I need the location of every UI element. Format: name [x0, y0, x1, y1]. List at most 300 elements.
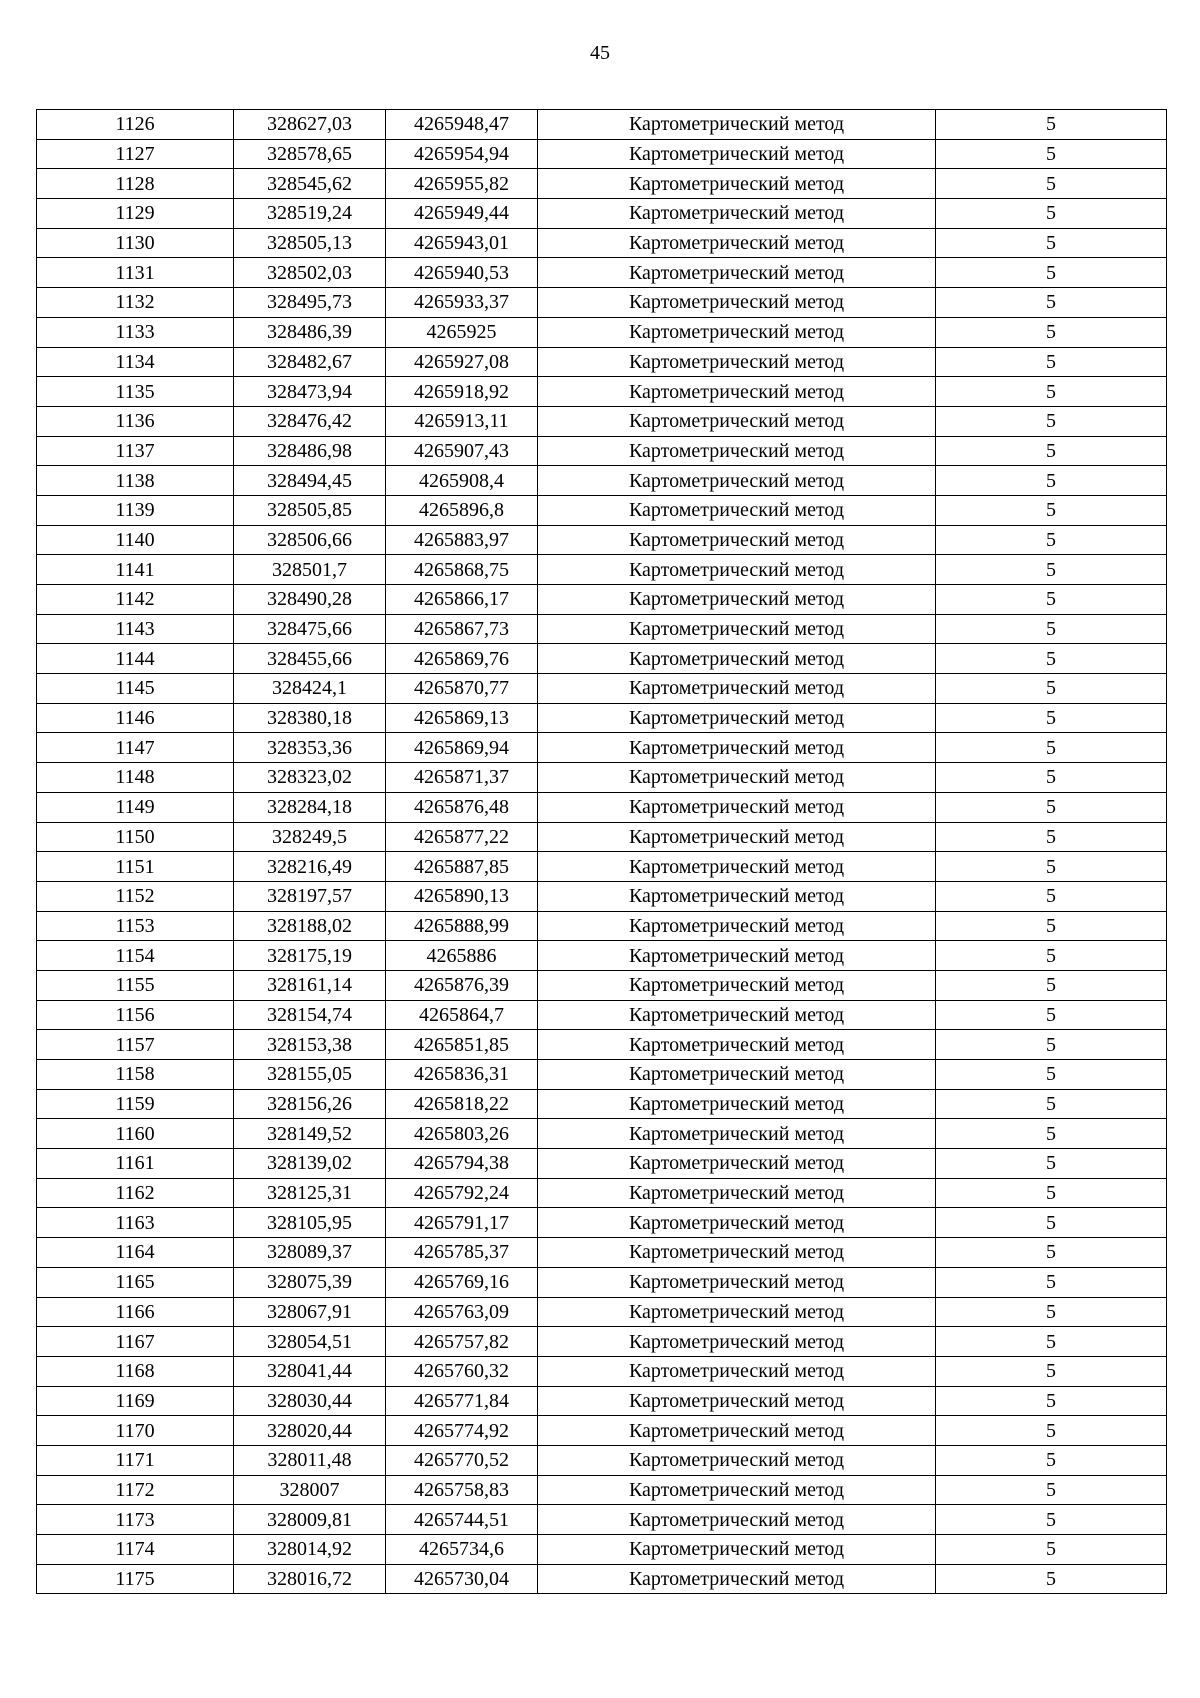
table-row	[37, 466, 1167, 496]
table-row	[37, 703, 1167, 733]
x-coordinate-cell: 328490,28	[234, 585, 386, 615]
point-number-cell: 1147	[37, 733, 234, 763]
point-number-cell: 1135	[37, 377, 234, 407]
x-coordinate-cell: 328380,18	[234, 703, 386, 733]
y-coordinate-cell: 4265818,22	[386, 1089, 538, 1119]
x-coordinate-cell: 328161,14	[234, 970, 386, 1000]
table-row	[37, 1119, 1167, 1149]
point-number-cell: 1134	[37, 347, 234, 377]
accuracy-cell: 5	[936, 941, 1167, 971]
accuracy-cell: 5	[936, 1445, 1167, 1475]
table-row	[37, 852, 1167, 882]
method-cell: Картометрический метод	[538, 1238, 936, 1268]
accuracy-cell: 5	[936, 1416, 1167, 1446]
y-coordinate-cell: 4265734,6	[386, 1535, 538, 1565]
method-cell: Картометрический метод	[538, 377, 936, 407]
y-coordinate-cell: 4265933,37	[386, 288, 538, 318]
x-coordinate-cell: 328501,7	[234, 555, 386, 585]
point-number-cell: 1131	[37, 258, 234, 288]
accuracy-cell: 5	[936, 1386, 1167, 1416]
method-cell: Картометрический метод	[538, 1089, 936, 1119]
x-coordinate-cell: 328494,45	[234, 466, 386, 496]
table-row	[37, 822, 1167, 852]
table-row	[37, 139, 1167, 169]
method-cell: Картометрический метод	[538, 1297, 936, 1327]
table-row	[37, 555, 1167, 585]
point-number-cell: 1172	[37, 1475, 234, 1505]
table-row	[37, 169, 1167, 199]
point-number-cell: 1136	[37, 406, 234, 436]
method-cell: Картометрический метод	[538, 763, 936, 793]
y-coordinate-cell: 4265770,52	[386, 1445, 538, 1475]
x-coordinate-cell: 328473,94	[234, 377, 386, 407]
point-number-cell: 1153	[37, 911, 234, 941]
x-coordinate-cell: 328020,44	[234, 1416, 386, 1446]
accuracy-cell: 5	[936, 852, 1167, 882]
method-cell: Картометрический метод	[538, 436, 936, 466]
method-cell: Картометрический метод	[538, 317, 936, 347]
y-coordinate-cell: 4265913,11	[386, 406, 538, 436]
accuracy-cell: 5	[936, 1000, 1167, 1030]
x-coordinate-cell: 328495,73	[234, 288, 386, 318]
point-number-cell: 1149	[37, 792, 234, 822]
y-coordinate-cell: 4265758,83	[386, 1475, 538, 1505]
accuracy-cell: 5	[936, 525, 1167, 555]
x-coordinate-cell: 328482,67	[234, 347, 386, 377]
accuracy-cell: 5	[936, 555, 1167, 585]
y-coordinate-cell: 4265867,73	[386, 614, 538, 644]
method-cell: Картометрический метод	[538, 228, 936, 258]
x-coordinate-cell: 328105,95	[234, 1208, 386, 1238]
x-coordinate-cell: 328455,66	[234, 644, 386, 674]
method-cell: Картометрический метод	[538, 585, 936, 615]
x-coordinate-cell: 328353,36	[234, 733, 386, 763]
y-coordinate-cell: 4265869,13	[386, 703, 538, 733]
point-number-cell: 1166	[37, 1297, 234, 1327]
x-coordinate-cell: 328284,18	[234, 792, 386, 822]
y-coordinate-cell: 4265866,17	[386, 585, 538, 615]
y-coordinate-cell: 4265883,97	[386, 525, 538, 555]
point-number-cell: 1151	[37, 852, 234, 882]
table-row	[37, 317, 1167, 347]
point-number-cell: 1141	[37, 555, 234, 585]
x-coordinate-cell: 328154,74	[234, 1000, 386, 1030]
y-coordinate-cell: 4265907,43	[386, 436, 538, 466]
method-cell: Картометрический метод	[538, 466, 936, 496]
x-coordinate-cell: 328067,91	[234, 1297, 386, 1327]
y-coordinate-cell: 4265870,77	[386, 674, 538, 704]
accuracy-cell: 5	[936, 1267, 1167, 1297]
x-coordinate-cell: 328149,52	[234, 1119, 386, 1149]
y-coordinate-cell: 4265836,31	[386, 1060, 538, 1090]
x-coordinate-cell: 328505,85	[234, 495, 386, 525]
method-cell: Картометрический метод	[538, 1445, 936, 1475]
point-number-cell: 1140	[37, 525, 234, 555]
table-row	[37, 970, 1167, 1000]
table-row	[37, 941, 1167, 971]
x-coordinate-cell: 328075,39	[234, 1267, 386, 1297]
table-row	[37, 1386, 1167, 1416]
point-number-cell: 1142	[37, 585, 234, 615]
method-cell: Картометрический метод	[538, 792, 936, 822]
accuracy-cell: 5	[936, 822, 1167, 852]
method-cell: Картометрический метод	[538, 733, 936, 763]
point-number-cell: 1137	[37, 436, 234, 466]
point-number-cell: 1168	[37, 1356, 234, 1386]
point-number-cell: 1164	[37, 1238, 234, 1268]
accuracy-cell: 5	[936, 288, 1167, 318]
accuracy-cell: 5	[936, 466, 1167, 496]
method-cell: Картометрический метод	[538, 1416, 936, 1446]
method-cell: Картометрический метод	[538, 911, 936, 941]
table-row	[37, 406, 1167, 436]
point-number-cell: 1130	[37, 228, 234, 258]
accuracy-cell: 5	[936, 1505, 1167, 1535]
table-row	[37, 1238, 1167, 1268]
y-coordinate-cell: 4265955,82	[386, 169, 538, 199]
table-row	[37, 258, 1167, 288]
table-row	[37, 1178, 1167, 1208]
accuracy-cell: 5	[936, 436, 1167, 466]
x-coordinate-cell: 328627,03	[234, 110, 386, 140]
x-coordinate-cell: 328475,66	[234, 614, 386, 644]
y-coordinate-cell: 4265757,82	[386, 1327, 538, 1357]
method-cell: Картометрический метод	[538, 970, 936, 1000]
point-number-cell: 1133	[37, 317, 234, 347]
method-cell: Картометрический метод	[538, 1475, 936, 1505]
x-coordinate-cell: 328030,44	[234, 1386, 386, 1416]
method-cell: Картометрический метод	[538, 555, 936, 585]
table-row	[37, 1297, 1167, 1327]
accuracy-cell: 5	[936, 1535, 1167, 1565]
point-number-cell: 1157	[37, 1030, 234, 1060]
y-coordinate-cell: 4265792,24	[386, 1178, 538, 1208]
x-coordinate-cell: 328175,19	[234, 941, 386, 971]
y-coordinate-cell: 4265771,84	[386, 1386, 538, 1416]
x-coordinate-cell: 328216,49	[234, 852, 386, 882]
point-number-cell: 1128	[37, 169, 234, 199]
method-cell: Картометрический метод	[538, 406, 936, 436]
table-row	[37, 110, 1167, 140]
point-number-cell: 1148	[37, 763, 234, 793]
y-coordinate-cell: 4265868,75	[386, 555, 538, 585]
accuracy-cell: 5	[936, 1327, 1167, 1357]
y-coordinate-cell: 4265763,09	[386, 1297, 538, 1327]
method-cell: Картометрический метод	[538, 258, 936, 288]
method-cell: Картометрический метод	[538, 881, 936, 911]
y-coordinate-cell: 4265791,17	[386, 1208, 538, 1238]
y-coordinate-cell: 4265943,01	[386, 228, 538, 258]
x-coordinate-cell: 328139,02	[234, 1149, 386, 1179]
method-cell: Картометрический метод	[538, 1505, 936, 1535]
accuracy-cell: 5	[936, 495, 1167, 525]
y-coordinate-cell: 4265864,7	[386, 1000, 538, 1030]
point-number-cell: 1154	[37, 941, 234, 971]
y-coordinate-cell: 4265940,53	[386, 258, 538, 288]
method-cell: Картометрический метод	[538, 1356, 936, 1386]
y-coordinate-cell: 4265896,8	[386, 495, 538, 525]
x-coordinate-cell: 328197,57	[234, 881, 386, 911]
y-coordinate-cell: 4265851,85	[386, 1030, 538, 1060]
method-cell: Картометрический метод	[538, 1535, 936, 1565]
accuracy-cell: 5	[936, 674, 1167, 704]
method-cell: Картометрический метод	[538, 1208, 936, 1238]
accuracy-cell: 5	[936, 377, 1167, 407]
table-row	[37, 1445, 1167, 1475]
table-row	[37, 1475, 1167, 1505]
x-coordinate-cell: 328249,5	[234, 822, 386, 852]
point-number-cell: 1169	[37, 1386, 234, 1416]
table-row	[37, 733, 1167, 763]
method-cell: Картометрический метод	[538, 1178, 936, 1208]
y-coordinate-cell: 4265886	[386, 941, 538, 971]
y-coordinate-cell: 4265877,22	[386, 822, 538, 852]
accuracy-cell: 5	[936, 1297, 1167, 1327]
point-number-cell: 1162	[37, 1178, 234, 1208]
point-number-cell: 1138	[37, 466, 234, 496]
x-coordinate-cell: 328155,05	[234, 1060, 386, 1090]
table-row	[37, 1208, 1167, 1238]
x-coordinate-cell: 328476,42	[234, 406, 386, 436]
method-cell: Картометрический метод	[538, 110, 936, 140]
method-cell: Картометрический метод	[538, 852, 936, 882]
x-coordinate-cell: 328424,1	[234, 674, 386, 704]
point-number-cell: 1132	[37, 288, 234, 318]
method-cell: Картометрический метод	[538, 1119, 936, 1149]
table-row	[37, 911, 1167, 941]
point-number-cell: 1144	[37, 644, 234, 674]
table-row	[37, 614, 1167, 644]
point-number-cell: 1160	[37, 1119, 234, 1149]
point-number-cell: 1175	[37, 1564, 234, 1594]
x-coordinate-cell: 328188,02	[234, 911, 386, 941]
accuracy-cell: 5	[936, 792, 1167, 822]
table-row	[37, 377, 1167, 407]
table-row	[37, 1089, 1167, 1119]
table-row	[37, 674, 1167, 704]
x-coordinate-cell: 328089,37	[234, 1238, 386, 1268]
x-coordinate-cell: 328041,44	[234, 1356, 386, 1386]
method-cell: Картометрический метод	[538, 1386, 936, 1416]
point-number-cell: 1171	[37, 1445, 234, 1475]
point-number-cell: 1173	[37, 1505, 234, 1535]
point-number-cell: 1159	[37, 1089, 234, 1119]
accuracy-cell: 5	[936, 110, 1167, 140]
method-cell: Картометрический метод	[538, 614, 936, 644]
point-number-cell: 1165	[37, 1267, 234, 1297]
table-row	[37, 881, 1167, 911]
accuracy-cell: 5	[936, 1149, 1167, 1179]
y-coordinate-cell: 4265774,92	[386, 1416, 538, 1446]
accuracy-cell: 5	[936, 1238, 1167, 1268]
accuracy-cell: 5	[936, 911, 1167, 941]
point-number-cell: 1161	[37, 1149, 234, 1179]
point-number-cell: 1156	[37, 1000, 234, 1030]
x-coordinate-cell: 328011,48	[234, 1445, 386, 1475]
point-number-cell: 1158	[37, 1060, 234, 1090]
method-cell: Картометрический метод	[538, 674, 936, 704]
method-cell: Картометрический метод	[538, 139, 936, 169]
accuracy-cell: 5	[936, 1089, 1167, 1119]
method-cell: Картометрический метод	[538, 1267, 936, 1297]
y-coordinate-cell: 4265927,08	[386, 347, 538, 377]
method-cell: Картометрический метод	[538, 703, 936, 733]
table-row	[37, 1149, 1167, 1179]
page-number: 45	[590, 42, 610, 64]
y-coordinate-cell: 4265794,38	[386, 1149, 538, 1179]
y-coordinate-cell: 4265876,39	[386, 970, 538, 1000]
coordinates-table	[36, 109, 1167, 1594]
table-row	[37, 585, 1167, 615]
accuracy-cell: 5	[936, 763, 1167, 793]
y-coordinate-cell: 4265876,48	[386, 792, 538, 822]
table-row	[37, 347, 1167, 377]
x-coordinate-cell: 328125,31	[234, 1178, 386, 1208]
x-coordinate-cell: 328323,02	[234, 763, 386, 793]
y-coordinate-cell: 4265730,04	[386, 1564, 538, 1594]
point-number-cell: 1139	[37, 495, 234, 525]
accuracy-cell: 5	[936, 258, 1167, 288]
method-cell: Картометрический метод	[538, 288, 936, 318]
y-coordinate-cell: 4265918,92	[386, 377, 538, 407]
method-cell: Картометрический метод	[538, 1564, 936, 1594]
accuracy-cell: 5	[936, 585, 1167, 615]
method-cell: Картометрический метод	[538, 199, 936, 229]
coordinates-table-body	[37, 110, 1167, 1594]
y-coordinate-cell: 4265925	[386, 317, 538, 347]
method-cell: Картометрический метод	[538, 941, 936, 971]
x-coordinate-cell: 328016,72	[234, 1564, 386, 1594]
x-coordinate-cell: 328014,92	[234, 1535, 386, 1565]
point-number-cell: 1127	[37, 139, 234, 169]
x-coordinate-cell: 328486,98	[234, 436, 386, 466]
point-number-cell: 1150	[37, 822, 234, 852]
x-coordinate-cell: 328505,13	[234, 228, 386, 258]
x-coordinate-cell: 328007	[234, 1475, 386, 1505]
table-row	[37, 792, 1167, 822]
accuracy-cell: 5	[936, 406, 1167, 436]
method-cell: Картометрический метод	[538, 169, 936, 199]
table-row	[37, 228, 1167, 258]
table-row	[37, 199, 1167, 229]
y-coordinate-cell: 4265744,51	[386, 1505, 538, 1535]
y-coordinate-cell: 4265954,94	[386, 139, 538, 169]
y-coordinate-cell: 4265760,32	[386, 1356, 538, 1386]
accuracy-cell: 5	[936, 1356, 1167, 1386]
y-coordinate-cell: 4265908,4	[386, 466, 538, 496]
table-row	[37, 1060, 1167, 1090]
point-number-cell: 1167	[37, 1327, 234, 1357]
table-row	[37, 1535, 1167, 1565]
x-coordinate-cell: 328578,65	[234, 139, 386, 169]
table-row	[37, 1267, 1167, 1297]
x-coordinate-cell: 328054,51	[234, 1327, 386, 1357]
accuracy-cell: 5	[936, 347, 1167, 377]
accuracy-cell: 5	[936, 881, 1167, 911]
point-number-cell: 1174	[37, 1535, 234, 1565]
y-coordinate-cell: 4265871,37	[386, 763, 538, 793]
method-cell: Картометрический метод	[538, 644, 936, 674]
table-row	[37, 525, 1167, 555]
accuracy-cell: 5	[936, 1119, 1167, 1149]
point-number-cell: 1155	[37, 970, 234, 1000]
table-row	[37, 495, 1167, 525]
table-row	[37, 1356, 1167, 1386]
accuracy-cell: 5	[936, 169, 1167, 199]
method-cell: Картометрический метод	[538, 1327, 936, 1357]
accuracy-cell: 5	[936, 317, 1167, 347]
y-coordinate-cell: 4265948,47	[386, 110, 538, 140]
table-row	[37, 1416, 1167, 1446]
accuracy-cell: 5	[936, 970, 1167, 1000]
x-coordinate-cell: 328545,62	[234, 169, 386, 199]
accuracy-cell: 5	[936, 614, 1167, 644]
point-number-cell: 1170	[37, 1416, 234, 1446]
accuracy-cell: 5	[936, 703, 1167, 733]
table-row	[37, 436, 1167, 466]
method-cell: Картометрический метод	[538, 1000, 936, 1030]
table-row	[37, 763, 1167, 793]
y-coordinate-cell: 4265869,76	[386, 644, 538, 674]
method-cell: Картометрический метод	[538, 495, 936, 525]
x-coordinate-cell: 328486,39	[234, 317, 386, 347]
method-cell: Картометрический метод	[538, 1060, 936, 1090]
point-number-cell: 1126	[37, 110, 234, 140]
accuracy-cell: 5	[936, 733, 1167, 763]
method-cell: Картометрический метод	[538, 525, 936, 555]
table-row	[37, 288, 1167, 318]
accuracy-cell: 5	[936, 199, 1167, 229]
y-coordinate-cell: 4265890,13	[386, 881, 538, 911]
x-coordinate-cell: 328519,24	[234, 199, 386, 229]
y-coordinate-cell: 4265803,26	[386, 1119, 538, 1149]
accuracy-cell: 5	[936, 1208, 1167, 1238]
point-number-cell: 1145	[37, 674, 234, 704]
accuracy-cell: 5	[936, 1060, 1167, 1090]
x-coordinate-cell: 328502,03	[234, 258, 386, 288]
accuracy-cell: 5	[936, 1564, 1167, 1594]
accuracy-cell: 5	[936, 1475, 1167, 1505]
method-cell: Картометрический метод	[538, 347, 936, 377]
table-row	[37, 1327, 1167, 1357]
x-coordinate-cell: 328506,66	[234, 525, 386, 555]
x-coordinate-cell: 328009,81	[234, 1505, 386, 1535]
point-number-cell: 1163	[37, 1208, 234, 1238]
method-cell: Картометрический метод	[538, 1030, 936, 1060]
table-row	[37, 1000, 1167, 1030]
point-number-cell: 1143	[37, 614, 234, 644]
table-row	[37, 1505, 1167, 1535]
y-coordinate-cell: 4265769,16	[386, 1267, 538, 1297]
table-row	[37, 644, 1167, 674]
x-coordinate-cell: 328156,26	[234, 1089, 386, 1119]
point-number-cell: 1129	[37, 199, 234, 229]
table-row	[37, 1030, 1167, 1060]
point-number-cell: 1146	[37, 703, 234, 733]
method-cell: Картометрический метод	[538, 822, 936, 852]
method-cell: Картометрический метод	[538, 1149, 936, 1179]
x-coordinate-cell: 328153,38	[234, 1030, 386, 1060]
accuracy-cell: 5	[936, 644, 1167, 674]
accuracy-cell: 5	[936, 1178, 1167, 1208]
accuracy-cell: 5	[936, 1030, 1167, 1060]
accuracy-cell: 5	[936, 228, 1167, 258]
y-coordinate-cell: 4265785,37	[386, 1238, 538, 1268]
y-coordinate-cell: 4265869,94	[386, 733, 538, 763]
y-coordinate-cell: 4265888,99	[386, 911, 538, 941]
table-row	[37, 1564, 1167, 1594]
y-coordinate-cell: 4265949,44	[386, 199, 538, 229]
